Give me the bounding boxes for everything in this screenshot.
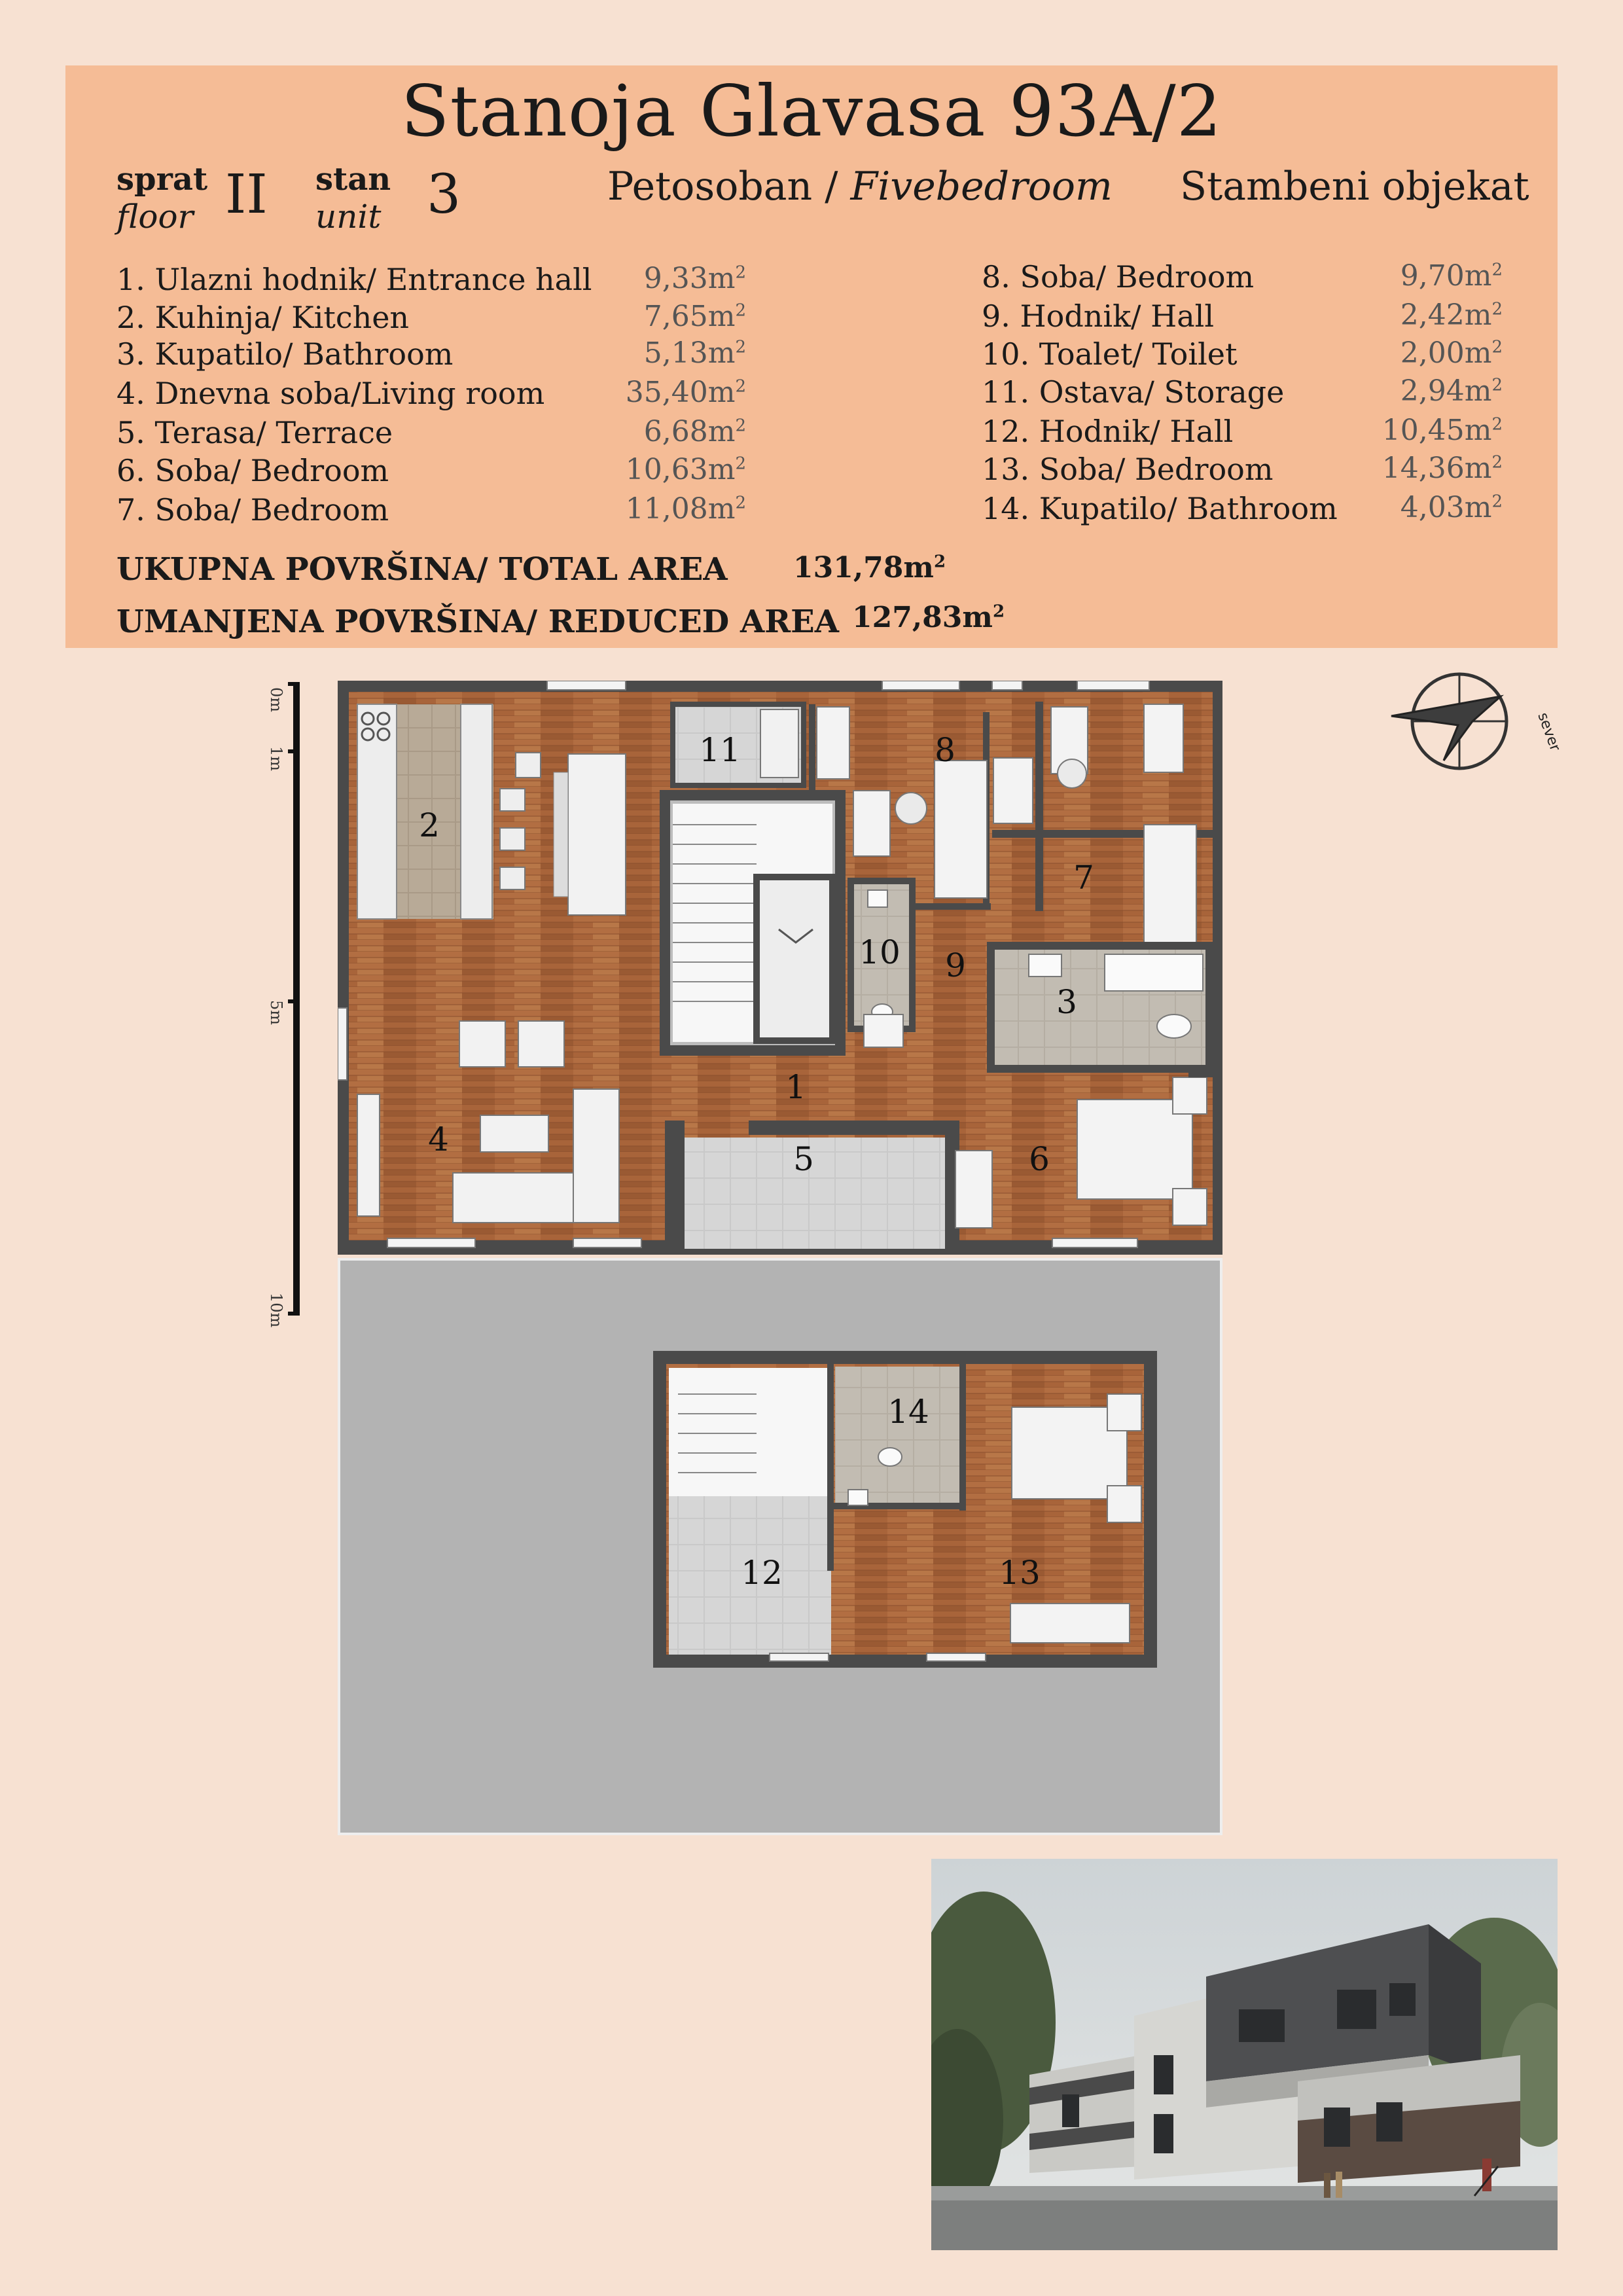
terrace-floor <box>685 1138 959 1249</box>
scale-tick-0m: 0m <box>267 687 285 713</box>
room-label-1: 1 <box>785 1068 806 1106</box>
compass-label: sever <box>1534 710 1563 754</box>
page-title: Stanoja Glavasa 93A/2 <box>401 71 1222 152</box>
total-area-value: $131,78m^2$ <box>793 551 946 584</box>
unit-label-sr: stan <box>315 161 391 198</box>
room-area-right: $4,03m^2$ <box>1400 491 1503 524</box>
bathroom-14-floor <box>835 1367 966 1503</box>
room-label-11: 11 <box>699 731 741 769</box>
unit-value: 3 <box>427 164 461 226</box>
scale-tick-10m: 10m <box>267 1293 285 1328</box>
room-label-8: 8 <box>935 731 955 769</box>
room-label-4: 4 <box>428 1121 449 1158</box>
compass-icon <box>1386 669 1582 780</box>
building-render-image <box>931 1859 1558 2250</box>
building-category: Stambeni objekat <box>1180 164 1529 209</box>
kitchen-island <box>461 704 492 919</box>
apartment-type-sr: Petosoban / <box>607 164 838 209</box>
floor-label-en: floor <box>116 198 194 236</box>
room-name-right: 10. Toalet/ Toilet <box>982 336 1238 372</box>
desk-room-8 <box>853 791 890 856</box>
room-name-left: 1. Ulazni hodnik/ Entrance hall <box>116 262 592 297</box>
room-label-6: 6 <box>1029 1140 1050 1178</box>
reduced-area-label: UMANJENA POVRŠINA/ REDUCED AREA <box>116 603 839 640</box>
room-name-right: 9. Hodnik/ Hall <box>982 298 1215 334</box>
room-area-left: $6,68m^2$ <box>643 415 746 448</box>
floor-plan <box>338 681 1222 1839</box>
room-name-left: 5. Terasa/ Terrace <box>116 415 393 450</box>
room-name-left: 2. Kuhinja/ Kitchen <box>116 300 410 335</box>
room-area-left: $11,08m^2$ <box>625 492 746 526</box>
info-header <box>65 65 1558 648</box>
room-label-14: 14 <box>887 1393 929 1431</box>
desk-room-7 <box>993 758 1033 823</box>
scale-tick-5m: 5m <box>267 1000 285 1026</box>
room-area-right: $2,00m^2$ <box>1400 336 1503 370</box>
room-name-left: 6. Soba/ Bedroom <box>116 453 389 488</box>
room-label-5: 5 <box>793 1140 814 1178</box>
scale-tick-1m: 1m <box>267 746 285 772</box>
coffee-table <box>480 1115 548 1152</box>
room-label-7: 7 <box>1073 859 1094 897</box>
unit-label-en: unit <box>315 198 382 236</box>
room-area-right: $14,36m^2$ <box>1382 452 1503 485</box>
total-area-label: UKUPNA POVRŠINA/ TOTAL AREA <box>116 551 728 588</box>
room-area-right: $9,70m^2$ <box>1400 259 1503 293</box>
floor-label-sr: sprat <box>116 161 208 198</box>
room-area-right: $2,94m^2$ <box>1400 374 1503 408</box>
room-name-right: 14. Kupatilo/ Bathroom <box>982 491 1338 526</box>
room-name-right: 11. Ostava/ Storage <box>982 374 1285 410</box>
room-name-left: 3. Kupatilo/ Bathroom <box>116 336 454 372</box>
room-name-left: 4. Dnevna soba/Living room <box>116 376 545 411</box>
room-label-2: 2 <box>419 806 440 844</box>
dining-table <box>568 754 626 915</box>
apartment-type-en: Fivebedroom <box>850 164 1113 209</box>
floor-value: II <box>225 164 268 226</box>
bathtub-icon <box>1105 954 1203 991</box>
room-area-right: $10,45m^2$ <box>1382 414 1503 447</box>
room-name-right: 13. Soba/ Bedroom <box>982 452 1274 487</box>
room-area-left: $10,63m^2$ <box>625 453 746 486</box>
room-area-left: $7,65m^2$ <box>643 300 746 333</box>
room-area-left: $5,13m^2$ <box>643 336 746 370</box>
room-label-10: 10 <box>859 933 901 971</box>
room-name-right: 12. Hodnik/ Hall <box>982 414 1234 449</box>
room-name-right: 8. Soba/ Bedroom <box>982 259 1255 295</box>
room-label-12: 12 <box>741 1554 783 1592</box>
room-name-left: 7. Soba/ Bedroom <box>116 492 389 528</box>
scale-bar-line <box>293 682 300 1316</box>
room-area-left: $9,33m^2$ <box>643 262 746 295</box>
reduced-area-value: $127,83m^2$ <box>852 601 1005 634</box>
room-label-13: 13 <box>999 1554 1041 1592</box>
room-label-3: 3 <box>1056 983 1077 1021</box>
room-label-9: 9 <box>945 946 966 984</box>
bed-room-8 <box>935 761 987 898</box>
room-area-right: $2,42m^2$ <box>1400 298 1503 332</box>
room-area-left: $35,40m^2$ <box>625 376 746 409</box>
apartment-type <box>607 164 1113 209</box>
